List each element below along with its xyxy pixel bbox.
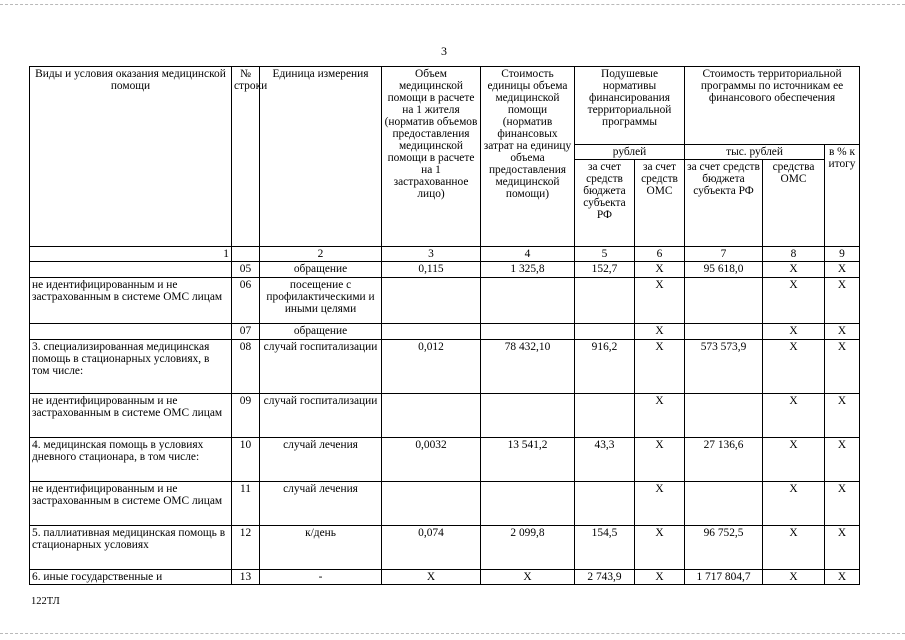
cell-cost-budget (685, 324, 763, 340)
cell-cost: 2 099,8 (481, 526, 575, 570)
column-number: 1 (30, 247, 232, 262)
cell-name: 4. медицинская помощь в условиях дневного стационара, в том числе: (30, 438, 232, 482)
cell-norm-budget: 43,3 (575, 438, 635, 482)
cell-norm-oms: X (635, 394, 685, 438)
table-row (30, 482, 860, 526)
cell-cost-oms: X (763, 324, 825, 340)
cell-name: не идентифицированным и не застрахованным в системе ОМС лицам (30, 482, 232, 526)
cell-cost-oms: X (763, 482, 825, 526)
cell-percent: X (825, 482, 860, 526)
cell-cost-budget: 573 573,9 (685, 340, 763, 394)
header-thousand-rubles: тыс. рублей (685, 145, 825, 160)
header-per-capita-norms: Подушевые нормативы финансирования территориальной программы (575, 67, 685, 145)
cell-cost-budget (685, 394, 763, 438)
cell-cost-budget: 96 752,5 (685, 526, 763, 570)
footer-code: 122ТЛ (31, 596, 60, 607)
cell-percent: X (825, 570, 860, 585)
cell-percent: X (825, 324, 860, 340)
cell-num: 13 (232, 570, 260, 585)
cell-cost (481, 278, 575, 324)
cell-num: 12 (232, 526, 260, 570)
cell-cost-budget (685, 482, 763, 526)
column-number: 7 (685, 247, 763, 262)
cell-name (30, 324, 232, 340)
cell-num: 11 (232, 482, 260, 526)
medical-care-table (29, 66, 860, 585)
cell-cost-oms: X (763, 278, 825, 324)
column-number: 6 (635, 247, 685, 262)
cell-norm-oms: X (635, 526, 685, 570)
cell-cost-oms: X (763, 438, 825, 482)
cell-volume (382, 278, 481, 324)
cell-num: 09 (232, 394, 260, 438)
cell-norm-oms: X (635, 438, 685, 482)
table-row (30, 340, 860, 394)
cell-name: 5. паллиативная медицинская помощь в стационарных условиях (30, 526, 232, 570)
cell-volume: X (382, 570, 481, 585)
cell-norm-budget: 2 743,9 (575, 570, 635, 585)
header-cost-oms: средства ОМС (763, 160, 825, 247)
table-row (30, 324, 860, 340)
cell-percent: X (825, 262, 860, 278)
column-number-blank (232, 247, 260, 262)
cell-unit: к/день (260, 526, 382, 570)
cell-norm-oms: X (635, 278, 685, 324)
cell-volume: 0,115 (382, 262, 481, 278)
cell-cost: X (481, 570, 575, 585)
cell-num: 07 (232, 324, 260, 340)
cell-norm-oms: X (635, 482, 685, 526)
column-number: 9 (825, 247, 860, 262)
header-percent-total: в % к итогу (825, 145, 860, 247)
cell-num: 10 (232, 438, 260, 482)
cell-volume: 0,0032 (382, 438, 481, 482)
header-unit-cost: Стоимость единицы объема медицинской помощи (норматив финансовых затрат на единицу объема предоставления медицинской помощи) (481, 67, 575, 247)
cell-unit: случай госпитализации (260, 340, 382, 394)
cell-unit: обращение (260, 262, 382, 278)
cell-cost-oms: X (763, 262, 825, 278)
cell-norm-budget: 152,7 (575, 262, 635, 278)
table-row (30, 438, 860, 482)
table-row (30, 278, 860, 324)
cell-cost-budget: 27 136,6 (685, 438, 763, 482)
cell-norm-oms: X (635, 340, 685, 394)
cell-norm-oms: X (635, 570, 685, 585)
header-cost-budget: за счет средств бюджета субъекта РФ (685, 160, 763, 247)
column-number-row (30, 247, 860, 262)
cell-unit: посещение с профилактическими и иными целями (260, 278, 382, 324)
header-norm-oms: за счет средств ОМС (635, 160, 685, 247)
cell-cost: 13 541,2 (481, 438, 575, 482)
cell-unit: случай лечения (260, 482, 382, 526)
cell-name: не идентифицированным и не застрахованным в системе ОМС лицам (30, 278, 232, 324)
cell-cost: 78 432,10 (481, 340, 575, 394)
table-row (30, 570, 860, 585)
cell-norm-budget (575, 482, 635, 526)
cell-cost-budget: 95 618,0 (685, 262, 763, 278)
cell-cost: 1 325,8 (481, 262, 575, 278)
cell-cost-oms: X (763, 340, 825, 394)
table-row (30, 526, 860, 570)
cell-cost-budget: 1 717 804,7 (685, 570, 763, 585)
cell-norm-budget (575, 394, 635, 438)
column-number: 2 (260, 247, 382, 262)
cell-unit: - (260, 570, 382, 585)
column-number: 8 (763, 247, 825, 262)
cell-volume: 0,074 (382, 526, 481, 570)
cell-norm-budget: 154,5 (575, 526, 635, 570)
page-number: 3 (441, 44, 447, 58)
cell-norm-budget (575, 324, 635, 340)
column-number: 3 (382, 247, 481, 262)
column-number: 5 (575, 247, 635, 262)
header-program-cost: Стоимость территориальной программы по источникам ее финансового обеспечения (685, 67, 860, 145)
cell-volume (382, 324, 481, 340)
header-row-number: № строки (232, 67, 260, 247)
cell-norm-budget: 916,2 (575, 340, 635, 394)
cell-percent: X (825, 526, 860, 570)
header-norm-budget: за счет средств бюджета субъекта РФ (575, 160, 635, 247)
cell-num: 08 (232, 340, 260, 394)
table-row (30, 262, 860, 278)
cell-unit: обращение (260, 324, 382, 340)
cell-name: не идентифицированным и не застрахованным в системе ОМС лицам (30, 394, 232, 438)
cell-num: 05 (232, 262, 260, 278)
cell-cost (481, 482, 575, 526)
header-volume: Объем медицинской помощи в расчете на 1 жителя (норматив объемов предоставления медицинской помощи в расчете на 1 застрахованное лицо) (382, 67, 481, 247)
cell-cost-oms: X (763, 570, 825, 585)
cell-cost-oms: X (763, 394, 825, 438)
cell-norm-budget (575, 278, 635, 324)
cell-num: 06 (232, 278, 260, 324)
cell-name (30, 262, 232, 278)
cell-name: 3. специализированная медицинская помощь в стационарных условиях, в том числе: (30, 340, 232, 394)
cell-volume: 0,012 (382, 340, 481, 394)
cell-percent: X (825, 438, 860, 482)
table-row (30, 394, 860, 438)
header-unit: Единица измерения (260, 67, 382, 247)
cell-norm-oms: X (635, 324, 685, 340)
cell-norm-oms: X (635, 262, 685, 278)
header-care-type: Виды и условия оказания медицинской помощи (30, 67, 232, 247)
cell-unit: случай лечения (260, 438, 382, 482)
cell-percent: X (825, 278, 860, 324)
cell-percent: X (825, 340, 860, 394)
cell-cost-oms: X (763, 526, 825, 570)
cell-unit: случай госпитализации (260, 394, 382, 438)
cell-volume (382, 394, 481, 438)
cell-volume (382, 482, 481, 526)
cell-cost-budget (685, 278, 763, 324)
cell-cost (481, 394, 575, 438)
column-number: 4 (481, 247, 575, 262)
cell-name: 6. иные государственные и (30, 570, 232, 585)
cell-cost (481, 324, 575, 340)
header-rubles: рублей (575, 145, 685, 160)
cell-percent: X (825, 394, 860, 438)
